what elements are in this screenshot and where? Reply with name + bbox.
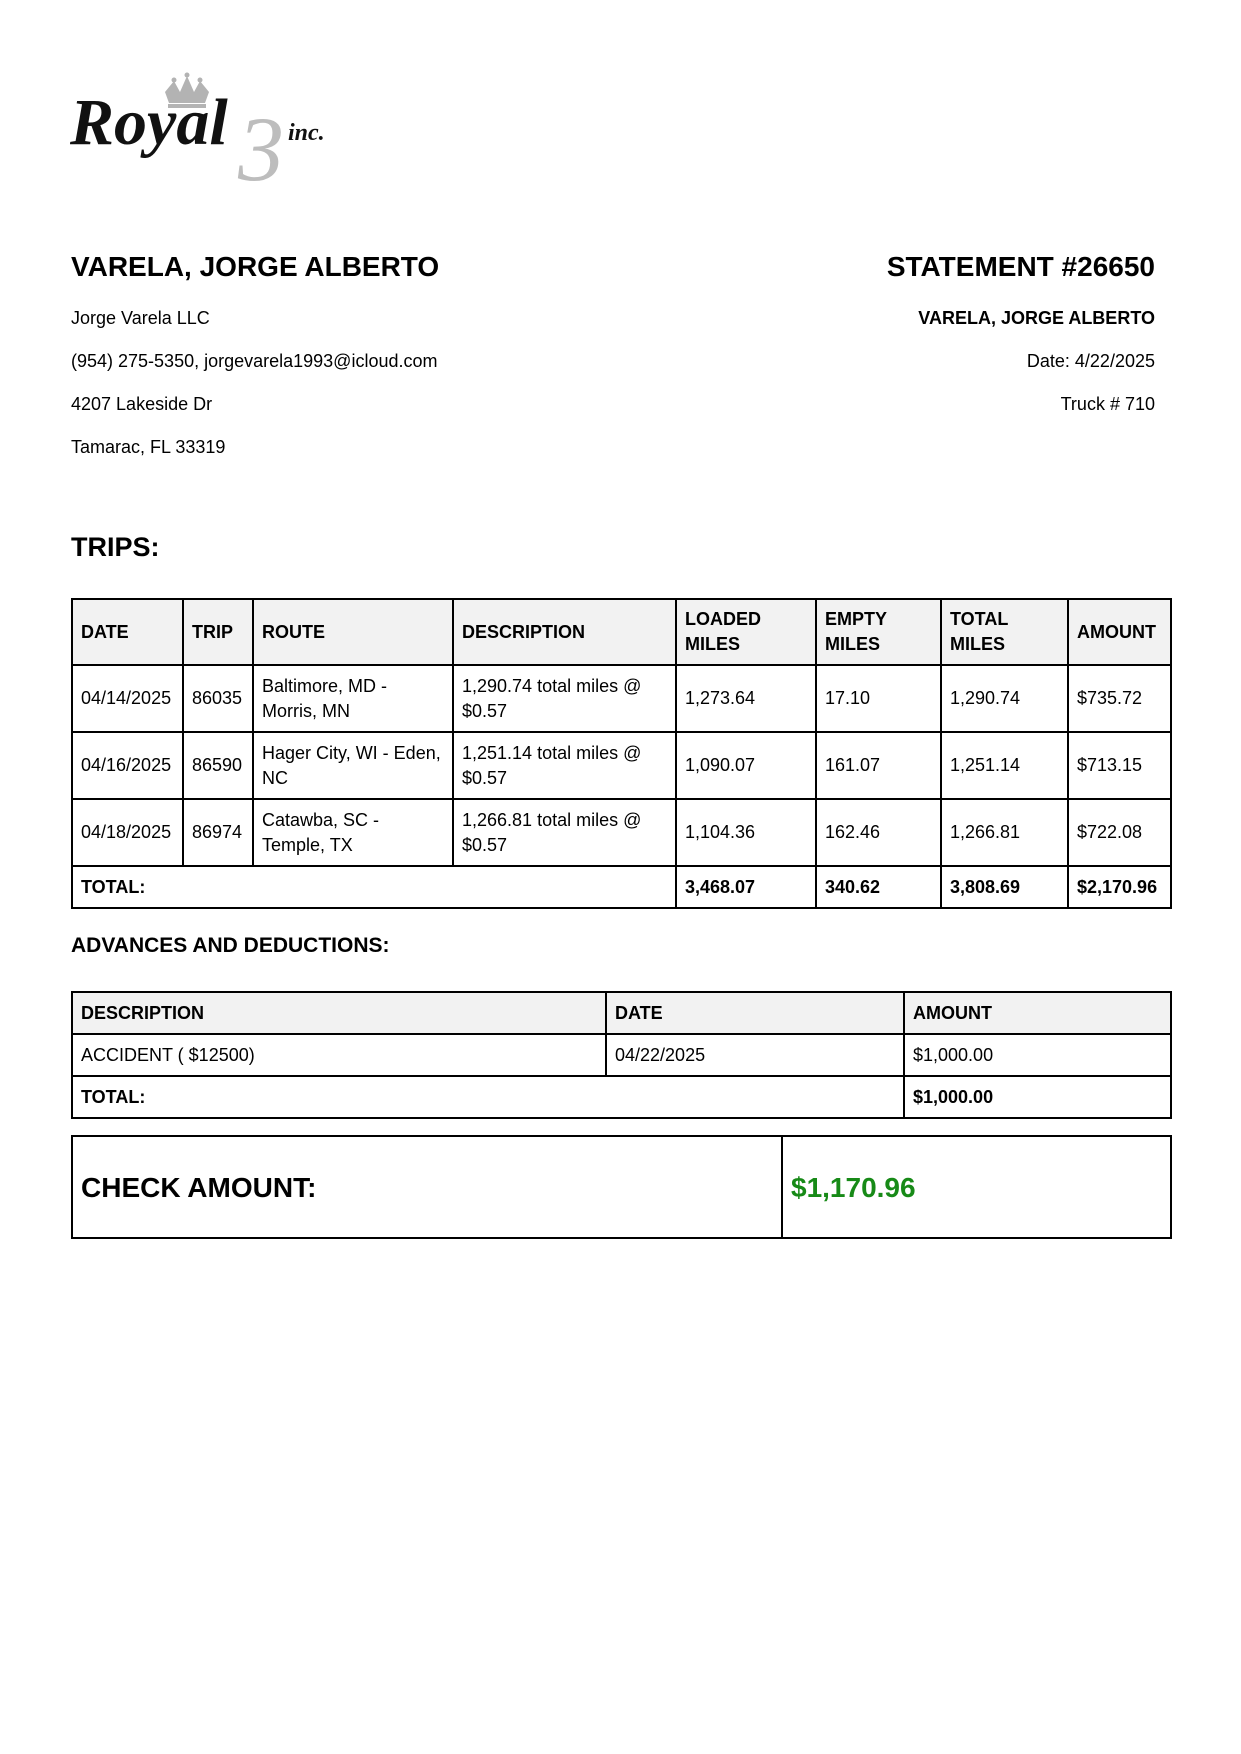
trips-total-loaded: 3,468.07 bbox=[676, 866, 816, 908]
trip-route: Catawba, SC - Temple, TX bbox=[253, 799, 453, 866]
driver-name: VARELA, JORGE ALBERTO bbox=[71, 251, 440, 282]
advances-title: ADVANCES AND DEDUCTIONS: bbox=[71, 934, 390, 957]
advance-date: 04/22/2025 bbox=[606, 1034, 904, 1076]
trip-route: Baltimore, MD - Morris, MN bbox=[253, 665, 453, 732]
logo-wordmark: Royal bbox=[70, 86, 228, 159]
advances-total-label: TOTAL: bbox=[72, 1076, 904, 1118]
trip-empty-miles: 161.07 bbox=[816, 732, 941, 799]
col-header-date: DATE bbox=[606, 992, 904, 1034]
trip-number: 86590 bbox=[183, 732, 253, 799]
col-header-amount: AMOUNT bbox=[904, 992, 1171, 1034]
trip-number: 86974 bbox=[183, 799, 253, 866]
trips-title: TRIPS: bbox=[71, 532, 160, 562]
trips-total-amount: $2,170.96 bbox=[1068, 866, 1171, 908]
statement-truck: Truck # 710 bbox=[1060, 394, 1155, 414]
trip-description: 1,266.81 total miles @ $0.57 bbox=[453, 799, 676, 866]
driver-address-line1: 4207 Lakeside Dr bbox=[71, 394, 213, 414]
trips-total-empty: 340.62 bbox=[816, 866, 941, 908]
trip-loaded-miles: 1,090.07 bbox=[676, 732, 816, 799]
driver-company: Jorge Varela LLC bbox=[71, 308, 210, 328]
logo-numeral: 3 bbox=[238, 98, 284, 192]
col-header-amount: AMOUNT bbox=[1068, 599, 1171, 665]
company-logo bbox=[70, 72, 390, 192]
driver-contact: (954) 275-5350, jorgevarela1993@icloud.com bbox=[71, 351, 438, 371]
table-row bbox=[72, 732, 1171, 799]
trip-amount: $735.72 bbox=[1068, 665, 1171, 732]
col-header-trip: TRIP bbox=[183, 599, 253, 665]
logo-suffix: inc. bbox=[288, 120, 325, 146]
statement-title: STATEMENT #26650 bbox=[886, 251, 1155, 282]
advances-total-amount: $1,000.00 bbox=[904, 1076, 1171, 1118]
trip-empty-miles: 162.46 bbox=[816, 799, 941, 866]
driver-address-line2: Tamarac, FL 33319 bbox=[71, 437, 226, 457]
trip-date: 04/16/2025 bbox=[72, 732, 183, 799]
trip-description: 1,251.14 total miles @ $0.57 bbox=[453, 732, 676, 799]
advance-amount: $1,000.00 bbox=[904, 1034, 1171, 1076]
trip-date: 04/18/2025 bbox=[72, 799, 183, 866]
trips-table bbox=[71, 598, 1172, 909]
trip-total-miles: 1,266.81 bbox=[941, 799, 1068, 866]
advances-table bbox=[71, 991, 1172, 1119]
col-header-loaded-miles: LOADED MILES bbox=[676, 599, 816, 665]
table-row bbox=[72, 799, 1171, 866]
col-header-description: DESCRIPTION bbox=[72, 992, 606, 1034]
check-amount-label: CHECK AMOUNT: bbox=[72, 1136, 782, 1238]
trip-number: 86035 bbox=[183, 665, 253, 732]
advances-total-row bbox=[72, 1076, 1171, 1118]
trips-total-label: TOTAL: bbox=[72, 866, 676, 908]
col-header-date: DATE bbox=[72, 599, 183, 665]
statement-name: VARELA, JORGE ALBERTO bbox=[918, 308, 1155, 328]
trips-header-row bbox=[72, 599, 1171, 665]
check-amount-value: $1,170.96 bbox=[782, 1136, 1171, 1238]
table-row bbox=[72, 1034, 1171, 1076]
statement-date: Date: 4/22/2025 bbox=[1026, 351, 1155, 371]
trips-total-row bbox=[72, 866, 1171, 908]
trip-amount: $722.08 bbox=[1068, 799, 1171, 866]
col-header-route: ROUTE bbox=[253, 599, 453, 665]
trip-date: 04/14/2025 bbox=[72, 665, 183, 732]
trip-amount: $713.15 bbox=[1068, 732, 1171, 799]
advances-header-row bbox=[72, 992, 1171, 1034]
trip-loaded-miles: 1,104.36 bbox=[676, 799, 816, 866]
col-header-total-miles: TOTAL MILES bbox=[941, 599, 1068, 665]
table-row bbox=[72, 665, 1171, 732]
trip-description: 1,290.74 total miles @ $0.57 bbox=[453, 665, 676, 732]
trip-total-miles: 1,251.14 bbox=[941, 732, 1068, 799]
statement-info bbox=[555, 250, 1155, 414]
trip-total-miles: 1,290.74 bbox=[941, 665, 1068, 732]
check-amount-box bbox=[71, 1135, 1172, 1239]
trip-empty-miles: 17.10 bbox=[816, 665, 941, 732]
trip-loaded-miles: 1,273.64 bbox=[676, 665, 816, 732]
col-header-empty-miles: EMPTY MILES bbox=[816, 599, 941, 665]
trips-total-miles: 3,808.69 bbox=[941, 866, 1068, 908]
col-header-description: DESCRIPTION bbox=[453, 599, 676, 665]
advance-description: ACCIDENT ( $12500) bbox=[72, 1034, 606, 1076]
trip-route: Hager City, WI - Eden, NC bbox=[253, 732, 453, 799]
